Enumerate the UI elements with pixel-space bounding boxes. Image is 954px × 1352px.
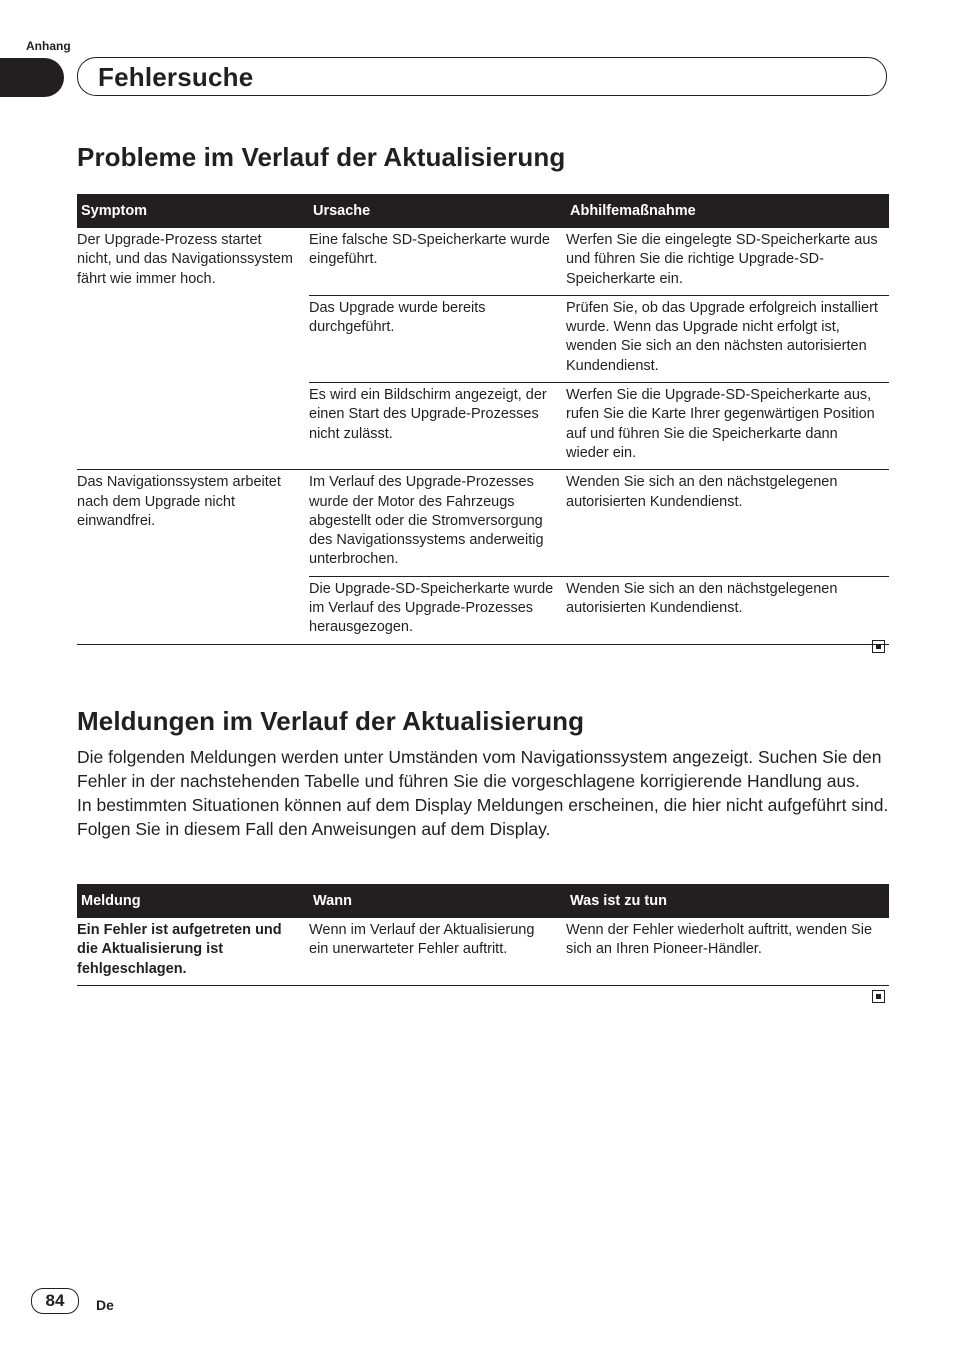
remedy-cell: Werfen Sie die Upgrade-SD-Speicherkarte aus, rufen Sie die Karte Ihrer gegenwärtigen Position auf und führen Sie die Speicherkarte dann wieder ein. bbox=[566, 383, 889, 470]
section-label: Anhang bbox=[26, 39, 71, 53]
chapter-title: Fehlersuche bbox=[98, 62, 254, 92]
intro-paragraph: In bestimmten Situationen können auf dem Display Meldungen erscheinen, die hier nicht aufgeführt sind. Folgen Sie in diesem Fall den Anweisungen auf dem Display. bbox=[77, 795, 889, 839]
remedy-cell: Werfen Sie die eingelegte SD-Speicherkarte aus und führen Sie die richtige Upgrade-SD-Speicherkarte ein. bbox=[566, 228, 889, 295]
column-header-cause: Ursache bbox=[309, 194, 566, 228]
section-end-icon bbox=[872, 640, 885, 653]
message-cell: Ein Fehler ist aufgetreten und die Aktualisierung ist fehlgeschlagen. bbox=[77, 918, 309, 985]
symptom-cell: Der Upgrade-Prozess startet nicht, und das Navigationssystem fährt wie immer hoch. bbox=[77, 228, 309, 470]
remedy-cell: Prüfen Sie, ob das Upgrade erfolgreich installiert wurde. Wenn das Upgrade nicht erfolgt ist, wenden Sie sich an den nächsten autorisierten Kundendienst. bbox=[566, 295, 889, 382]
side-tab-marker bbox=[0, 58, 64, 97]
action-cell: Wenn der Fehler wiederholt auftritt, wenden Sie sich an Ihren Pioneer-Händler. bbox=[566, 918, 889, 985]
chapter-header bbox=[77, 57, 887, 96]
table-row bbox=[77, 918, 889, 985]
table-row bbox=[77, 470, 889, 576]
column-header-symptom: Symptom bbox=[77, 194, 309, 228]
messages-table bbox=[77, 884, 889, 986]
page-number: 84 bbox=[31, 1288, 79, 1314]
cause-cell: Das Upgrade wurde bereits durchgeführt. bbox=[309, 295, 566, 382]
cause-cell: Die Upgrade-SD-Speicherkarte wurde im Verlauf des Upgrade-Prozesses herausgezogen. bbox=[309, 576, 566, 644]
section-title-problems: Probleme im Verlauf der Aktualisierung bbox=[77, 142, 566, 172]
cause-cell: Im Verlauf des Upgrade-Prozesses wurde der Motor des Fahrzeugs abgestellt oder die Stromversorgung des Navigationssystems anderweitig unterbrochen. bbox=[309, 470, 566, 576]
remedy-cell: Wenden Sie sich an den nächstgelegenen autorisierten Kundendienst. bbox=[566, 576, 889, 644]
column-header-when: Wann bbox=[309, 884, 566, 918]
section-title-messages: Meldungen im Verlauf der Aktualisierung bbox=[77, 706, 585, 736]
when-cell: Wenn im Verlauf der Aktualisierung ein unerwarteter Fehler auftritt. bbox=[309, 918, 566, 985]
cause-cell: Eine falsche SD-Speicherkarte wurde eingeführt. bbox=[309, 228, 566, 295]
intro-paragraph: Die folgenden Meldungen werden unter Umständen vom Navigationssystem angezeigt. Suchen Sie den Fehler in der nachstehenden Tabelle und führen Sie die vorgeschlagene korrigierende Handlung aus. bbox=[77, 747, 882, 791]
intro-text bbox=[77, 745, 889, 841]
column-header-action: Was ist zu tun bbox=[566, 884, 889, 918]
cause-cell: Es wird ein Bildschirm angezeigt, der einen Start des Upgrade-Prozesses nicht zulässt. bbox=[309, 383, 566, 470]
column-header-message: Meldung bbox=[77, 884, 309, 918]
problems-table bbox=[77, 194, 889, 645]
section-end-icon bbox=[872, 990, 885, 1003]
table-header-row bbox=[77, 884, 889, 918]
language-code: De bbox=[96, 1297, 114, 1313]
symptom-cell: Das Navigationssystem arbeitet nach dem Upgrade nicht einwandfrei. bbox=[77, 470, 309, 644]
remedy-cell: Wenden Sie sich an den nächstgelegenen autorisierten Kundendienst. bbox=[566, 470, 889, 576]
table-row bbox=[77, 228, 889, 295]
column-header-remedy: Abhilfemaßnahme bbox=[566, 194, 889, 228]
table-header-row bbox=[77, 194, 889, 228]
